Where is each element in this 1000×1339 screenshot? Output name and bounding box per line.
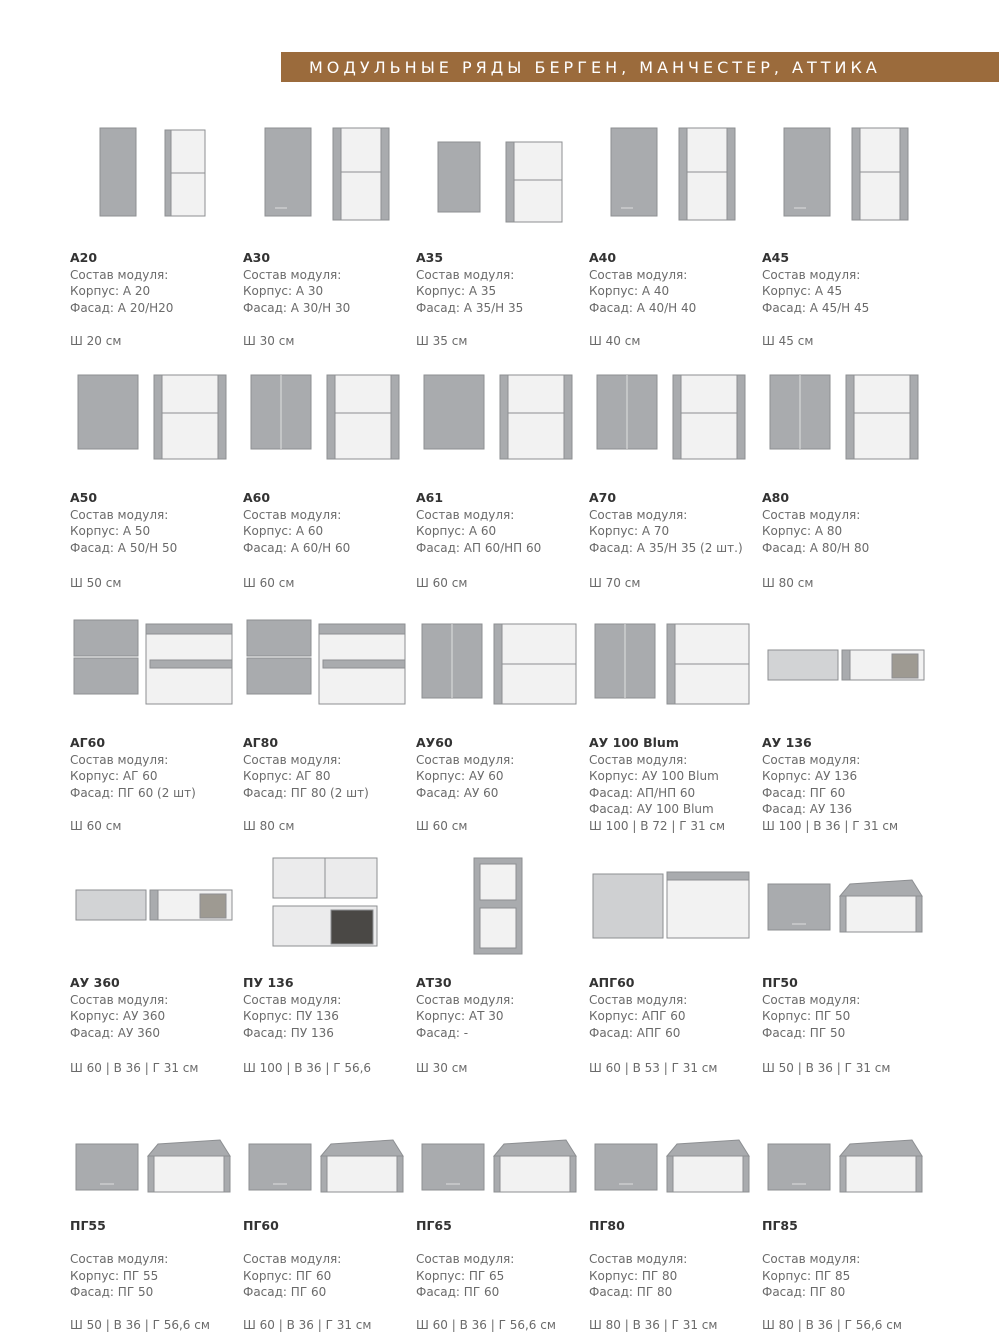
module-code: ПГ50 xyxy=(762,975,798,990)
module-detail-line: Корпус: А 35 xyxy=(416,284,497,298)
closed-cabinet xyxy=(76,890,146,920)
cabinet-illustration xyxy=(243,610,411,720)
module-size: Ш 60 см xyxy=(70,819,122,833)
module-card xyxy=(589,120,757,348)
cabinet-drawing xyxy=(243,1110,411,1220)
module-detail-line: Состав модуля: xyxy=(589,507,688,522)
module-code: АУ 136 xyxy=(762,735,812,750)
module-detail-line: Состав модуля: xyxy=(589,1252,688,1266)
cabinet-illustration xyxy=(243,1110,411,1220)
module-size: Ш 100 | В 72 | Г 31 см xyxy=(589,819,726,833)
module-code: А45 xyxy=(762,250,790,265)
module-size: Ш 30 см xyxy=(243,334,295,348)
module-detail-line: Фасад: А 20/Н20 xyxy=(70,300,174,315)
module-detail-line: Корпус: А 60 xyxy=(243,524,324,538)
module-detail-line: Фасад: ПГ 80 xyxy=(762,1285,846,1299)
open-cabinet xyxy=(846,375,918,459)
module-description xyxy=(243,490,411,556)
module-size: Ш 60 см xyxy=(416,819,468,833)
module-detail-line: Состав модуля: xyxy=(416,992,515,1007)
module-detail-line: Корпус: АПГ 60 xyxy=(589,1009,686,1023)
module-detail-line xyxy=(762,1235,930,1252)
module-detail-line: Фасад: - xyxy=(416,1025,469,1040)
module-size: Ш 50 | В 36 | Г 56,6 см xyxy=(70,1318,210,1332)
module-detail-line: Фасад: ПУ 136 xyxy=(243,1025,334,1040)
module-description xyxy=(589,1218,757,1301)
module-detail-line: Фасад: А 45/Н 45 xyxy=(762,300,870,315)
module-card xyxy=(762,610,930,835)
cabinet-drawing xyxy=(243,610,411,720)
module-detail-line: Состав модуля: xyxy=(589,752,688,767)
module-detail-line: Фасад: ПГ 60 (2 шт) xyxy=(70,785,196,800)
module-detail-line: Корпус: А 80 xyxy=(762,524,843,538)
module-card xyxy=(416,610,584,835)
cabinet-drawing xyxy=(70,1110,238,1220)
module-detail-line: Корпус: ПУ 136 xyxy=(243,1009,339,1023)
module-card xyxy=(243,610,411,835)
closed-cabinet xyxy=(784,128,830,216)
module-detail-line: Корпус: ПГ 80 xyxy=(589,1268,678,1283)
cabinet-drawing xyxy=(243,120,411,230)
module-card xyxy=(243,120,411,348)
module-code: А40 xyxy=(589,250,617,265)
cabinet-illustration xyxy=(762,120,930,230)
module-detail-line: Состав модуля: xyxy=(416,507,515,522)
module-code: ПГ55 xyxy=(70,1218,106,1233)
module-detail-line: Фасад: ПГ 60 xyxy=(416,1285,500,1299)
module-code: АУ 360 xyxy=(70,975,120,990)
cabinet-illustration xyxy=(70,850,238,960)
cabinet-illustration xyxy=(589,1110,757,1220)
module-detail-line: Корпус: АУ 136 xyxy=(762,769,858,783)
module-card xyxy=(243,1110,411,1335)
cabinet-illustration xyxy=(589,365,757,475)
cabinet-illustration xyxy=(589,850,757,960)
module-code: А60 xyxy=(243,490,271,505)
module-card xyxy=(762,120,930,348)
cabinet-drawing xyxy=(243,365,411,475)
module-size: Ш 30 см xyxy=(416,1061,468,1075)
closed-cabinet xyxy=(265,128,311,216)
module-detail-line: Состав модуля: xyxy=(243,1252,342,1266)
module-description xyxy=(589,975,757,1041)
cabinet-illustration xyxy=(416,610,584,720)
closed-cabinet xyxy=(424,375,484,449)
module-detail-line: Фасад: ПГ 80 (2 шт) xyxy=(243,785,369,800)
module-detail-line: Фасад: ПГ 50 xyxy=(762,1025,846,1040)
cabinet-drawing xyxy=(762,120,930,230)
open-cabinet xyxy=(148,1156,230,1192)
module-description xyxy=(762,490,930,556)
module-card xyxy=(243,850,411,1075)
module-detail-line: Корпус: ПГ 65 xyxy=(416,1268,505,1283)
cabinet-drawing xyxy=(589,120,757,230)
cabinet-illustration xyxy=(416,120,584,230)
cabinet-illustration xyxy=(762,850,930,960)
module-description xyxy=(70,250,238,316)
open-cabinet xyxy=(840,1156,922,1192)
module-card xyxy=(416,120,584,348)
module-description xyxy=(416,490,584,556)
open-cabinet xyxy=(494,1156,576,1192)
module-code: ПГ85 xyxy=(762,1218,798,1233)
cabinet-illustration xyxy=(243,365,411,475)
module-detail-line: Корпус: ПГ 60 xyxy=(243,1268,332,1283)
module-description xyxy=(70,735,238,801)
module-detail-line: Состав модуля: xyxy=(70,1252,169,1266)
module-description xyxy=(762,250,930,316)
module-card xyxy=(762,365,930,590)
module-code: АТ30 xyxy=(416,975,452,990)
module-detail-line xyxy=(70,1235,238,1252)
module-detail-line: Состав модуля: xyxy=(762,752,861,767)
module-detail-line: Фасад: ПГ 60 xyxy=(243,1285,327,1299)
module-detail-line: Корпус: А 70 xyxy=(589,524,670,538)
open-cabinet xyxy=(327,375,399,459)
cabinet-illustration xyxy=(416,850,584,960)
module-detail-line: Корпус: АТ 30 xyxy=(416,1009,504,1023)
module-detail-line: Фасад: ПГ 50 xyxy=(70,1285,154,1299)
section-title-banner: МОДУЛЬНЫЕ РЯДЫ БЕРГЕН, МАНЧЕСТЕР, АТТИКА xyxy=(281,52,999,82)
closed-cabinet xyxy=(422,1144,484,1190)
module-detail-line: Фасад: АП/НП 60 xyxy=(589,785,696,800)
module-code: ПГ80 xyxy=(589,1218,625,1233)
module-detail-line: Корпус: А 20 xyxy=(70,284,151,298)
module-detail-line: Состав модуля: xyxy=(70,992,169,1007)
module-detail-line: Корпус: АУ 100 Blum xyxy=(589,769,719,783)
module-detail-line: Фасад: АУ 136 xyxy=(762,802,853,816)
closed-cabinet xyxy=(768,884,830,930)
closed-cabinet xyxy=(593,874,663,938)
open-cabinet xyxy=(500,375,572,459)
module-size: Ш 70 см xyxy=(589,576,641,590)
module-description xyxy=(589,490,757,556)
cabinet-illustration xyxy=(70,120,238,230)
open-cabinet xyxy=(154,375,226,459)
cabinet-illustration xyxy=(70,365,238,475)
module-description xyxy=(70,975,238,1041)
module-detail-line: Корпус: А 50 xyxy=(70,524,151,538)
module-detail-line: Состав модуля: xyxy=(70,752,169,767)
cabinet-drawing xyxy=(70,120,238,230)
module-detail-line xyxy=(243,1235,411,1252)
closed-cabinet xyxy=(611,128,657,216)
cabinet-illustration xyxy=(70,610,238,720)
module-description xyxy=(416,735,584,801)
module-detail-line: Фасад: А 60/Н 60 xyxy=(243,540,351,555)
module-card xyxy=(589,365,757,590)
module-card xyxy=(589,610,757,835)
module-code: ПГ60 xyxy=(243,1218,279,1233)
module-size: Ш 100 | В 36 | Г 56,6 xyxy=(243,1061,372,1075)
cabinet-illustration xyxy=(762,610,930,720)
module-description xyxy=(243,1218,411,1301)
module-card xyxy=(70,1110,238,1335)
module-description xyxy=(416,1218,584,1301)
module-size: Ш 20 см xyxy=(70,334,122,348)
cabinet-illustration xyxy=(762,365,930,475)
cabinet-drawing xyxy=(416,365,584,475)
closed-cabinet xyxy=(247,620,311,656)
cabinet-illustration xyxy=(243,850,411,960)
module-detail-line: Фасад: АПГ 60 xyxy=(589,1025,681,1040)
module-detail-line: Состав модуля: xyxy=(762,992,861,1007)
module-detail-line: Корпус: АГ 80 xyxy=(243,769,331,783)
module-detail-line: Фасад: А 40/Н 40 xyxy=(589,300,697,315)
module-detail-line: Состав модуля: xyxy=(243,752,342,767)
module-code: АГ80 xyxy=(243,735,279,750)
module-detail-line: Состав модуля: xyxy=(589,267,688,282)
module-detail-line: Фасад: А 35/Н 35 (2 шт.) xyxy=(589,540,743,555)
module-detail-line xyxy=(589,1235,757,1252)
lift-door xyxy=(321,1140,403,1156)
cabinet-drawing xyxy=(762,365,930,475)
cabinet-drawing xyxy=(762,610,930,720)
closed-cabinet xyxy=(768,650,838,680)
module-description xyxy=(416,250,584,316)
cabinet-drawing xyxy=(416,120,584,230)
closed-cabinet xyxy=(76,1144,138,1190)
cabinet-drawing xyxy=(589,610,757,720)
module-detail-line: Фасад: АП 60/НП 60 xyxy=(416,540,542,555)
module-description xyxy=(70,1218,238,1301)
module-detail-line: Корпус: АГ 60 xyxy=(70,769,158,783)
module-detail-line: Фасад: А 80/Н 80 xyxy=(762,540,870,555)
module-size: Ш 80 | В 36 | Г 56,6 см xyxy=(762,1318,902,1332)
module-detail-line: Корпус: А 45 xyxy=(762,284,843,298)
module-detail-line: Корпус: АУ 360 xyxy=(70,1009,166,1023)
module-description xyxy=(243,735,411,801)
module-detail-line: Состав модуля: xyxy=(416,752,515,767)
module-size: Ш 60 | В 36 | Г 31 см xyxy=(70,1061,199,1075)
open-cabinet xyxy=(667,874,749,938)
module-description xyxy=(243,250,411,316)
cabinet-drawing xyxy=(70,610,238,720)
module-description xyxy=(762,975,930,1041)
module-card xyxy=(70,365,238,590)
module-size: Ш 45 см xyxy=(762,334,814,348)
module-size: Ш 60 | В 36 | Г 56,6 см xyxy=(416,1318,556,1332)
module-detail-line: Корпус: А 40 xyxy=(589,284,670,298)
module-detail-line: Корпус: АУ 60 xyxy=(416,769,504,783)
open-cabinet xyxy=(321,1156,403,1192)
cabinet-drawing xyxy=(416,1110,584,1220)
module-card xyxy=(762,850,930,1075)
module-card xyxy=(416,365,584,590)
module-description xyxy=(243,975,411,1041)
module-code: АГ60 xyxy=(70,735,106,750)
module-card xyxy=(70,120,238,348)
module-code: А30 xyxy=(243,250,271,265)
module-size: Ш 60 см xyxy=(243,576,295,590)
module-card xyxy=(70,850,238,1075)
module-description xyxy=(70,490,238,556)
open-cabinet xyxy=(840,896,922,932)
module-detail-line: Корпус: А 30 xyxy=(243,284,324,298)
module-detail-line: Фасад: ПГ 80 xyxy=(589,1285,673,1299)
module-size: Ш 80 см xyxy=(762,576,814,590)
module-size: Ш 80 | В 36 | Г 31 см xyxy=(589,1318,718,1332)
module-code: А50 xyxy=(70,490,98,505)
module-size: Ш 40 см xyxy=(589,334,641,348)
module-size: Ш 60 | В 36 | Г 31 см xyxy=(243,1318,372,1332)
lift-door xyxy=(840,880,922,896)
module-code: А70 xyxy=(589,490,617,505)
module-detail-line: Фасад: А 35/Н 35 xyxy=(416,300,524,315)
module-code: А20 xyxy=(70,250,98,265)
module-size: Ш 35 см xyxy=(416,334,468,348)
module-detail-line: Корпус: А 60 xyxy=(416,524,497,538)
open-cabinet xyxy=(673,375,745,459)
module-size: Ш 50 см xyxy=(70,576,122,590)
module-code: ПУ 136 xyxy=(243,975,294,990)
cabinet-drawing xyxy=(70,365,238,475)
lift-door xyxy=(148,1140,230,1156)
cabinet-drawing xyxy=(762,850,930,960)
cabinet-illustration xyxy=(589,120,757,230)
cabinet-drawing xyxy=(70,850,238,960)
module-detail-line: Состав модуля: xyxy=(762,1252,861,1266)
closed-cabinet xyxy=(438,142,480,212)
module-detail-line: Корпус: ПГ 85 xyxy=(762,1268,851,1283)
module-code: А80 xyxy=(762,490,790,505)
closed-cabinet xyxy=(595,1144,657,1190)
module-size: Ш 50 | В 36 | Г 31 см xyxy=(762,1061,891,1075)
cabinet-drawing xyxy=(243,850,411,960)
module-card xyxy=(70,610,238,835)
cabinet-illustration xyxy=(243,120,411,230)
module-detail-line: Фасад: АУ 60 xyxy=(416,785,499,800)
cabinet-illustration xyxy=(416,1110,584,1220)
module-detail-line: Состав модуля: xyxy=(243,992,342,1007)
lift-door xyxy=(667,1140,749,1156)
module-detail-line: Состав модуля: xyxy=(589,992,688,1007)
module-card xyxy=(416,850,584,1075)
cabinet-drawing xyxy=(589,365,757,475)
module-size: Ш 80 см xyxy=(243,819,295,833)
module-card xyxy=(762,1110,930,1335)
module-size: Ш 100 | В 36 | Г 31 см xyxy=(762,819,899,833)
closed-cabinet xyxy=(78,375,138,449)
module-code: ПГ65 xyxy=(416,1218,452,1233)
module-card xyxy=(589,1110,757,1335)
cabinet-illustration xyxy=(762,1110,930,1220)
module-detail-line: Фасад: АУ 360 xyxy=(70,1025,161,1040)
closed-cabinet xyxy=(768,1144,830,1190)
module-code: А35 xyxy=(416,250,444,265)
module-detail-line: Фасад: А 30/Н 30 xyxy=(243,300,351,315)
module-detail-line: Корпус: ПГ 55 xyxy=(70,1268,159,1283)
module-detail-line: Состав модуля: xyxy=(70,267,169,282)
module-code: АУ60 xyxy=(416,735,453,750)
module-description xyxy=(762,1218,930,1301)
cabinet-illustration xyxy=(70,1110,238,1220)
module-detail-line: Состав модуля: xyxy=(243,267,342,282)
module-description xyxy=(589,250,757,316)
module-description xyxy=(589,735,757,818)
cabinet-drawing xyxy=(589,850,757,960)
module-description xyxy=(416,975,584,1041)
module-detail-line: Состав модуля: xyxy=(762,507,861,522)
module-detail-line: Фасад: А 50/Н 50 xyxy=(70,540,178,555)
module-detail-line: Состав модуля: xyxy=(243,507,342,522)
closed-cabinet xyxy=(74,620,138,656)
closed-cabinet xyxy=(249,1144,311,1190)
lift-door xyxy=(494,1140,576,1156)
module-detail-line: Фасад: ПГ 60 xyxy=(762,785,846,800)
module-detail-line xyxy=(416,1235,584,1252)
module-detail-line: Состав модуля: xyxy=(762,267,861,282)
module-detail-line: Фасад: АУ 100 Blum xyxy=(589,802,714,816)
module-code: АПГ60 xyxy=(589,975,635,990)
cabinet-drawing xyxy=(416,610,584,720)
module-detail-line: Состав модуля: xyxy=(416,1252,515,1266)
lift-door xyxy=(840,1140,922,1156)
module-size: Ш 60 см xyxy=(416,576,468,590)
cabinet-drawing xyxy=(416,850,584,960)
module-detail-line: Состав модуля: xyxy=(416,267,515,282)
cabinet-illustration xyxy=(416,365,584,475)
module-size: Ш 60 | В 53 | Г 31 см xyxy=(589,1061,718,1075)
module-card xyxy=(416,1110,584,1335)
module-code: А61 xyxy=(416,490,444,505)
closed-cabinet xyxy=(100,128,136,216)
module-card xyxy=(243,365,411,590)
cabinet-drawing xyxy=(762,1110,930,1220)
module-card xyxy=(589,850,757,1075)
module-detail-line: Состав модуля: xyxy=(70,507,169,522)
open-cabinet xyxy=(667,1156,749,1192)
module-detail-line: Корпус: ПГ 50 xyxy=(762,1009,851,1023)
cabinet-illustration xyxy=(589,610,757,720)
cabinet-drawing xyxy=(589,1110,757,1220)
module-code: АУ 100 Blum xyxy=(589,735,679,750)
module-description xyxy=(762,735,930,818)
